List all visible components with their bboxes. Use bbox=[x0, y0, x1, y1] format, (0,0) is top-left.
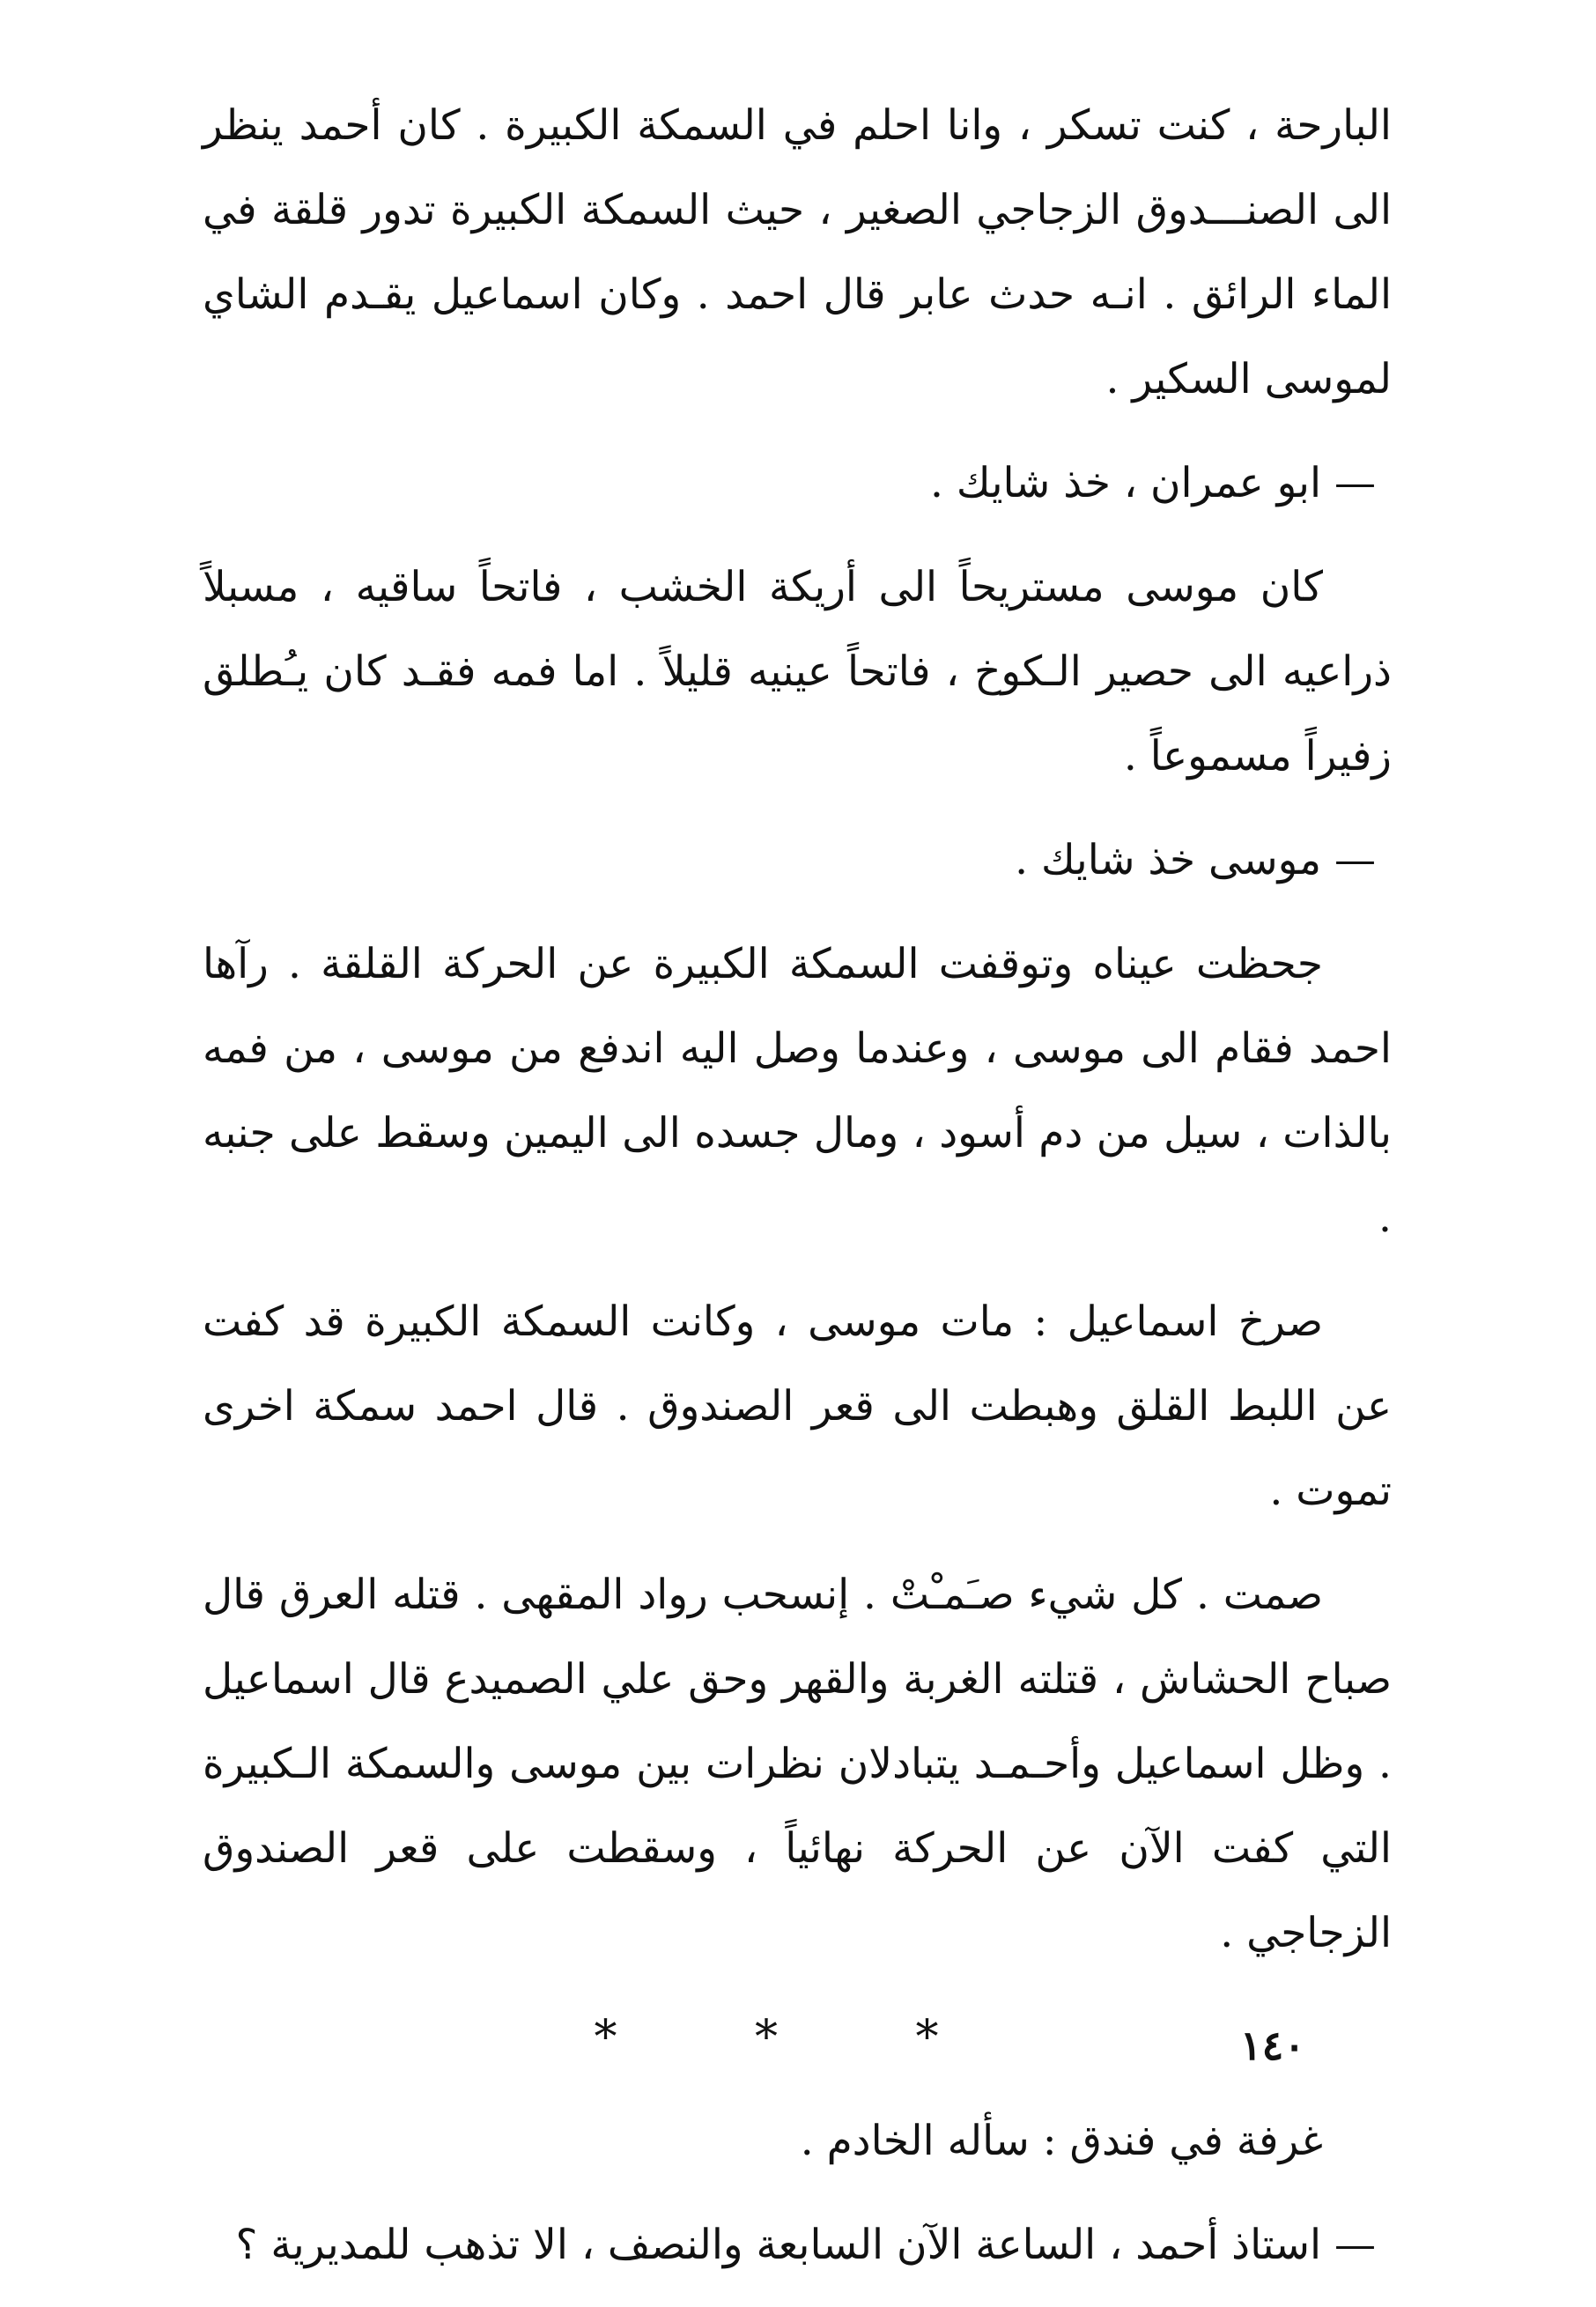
paragraph-4: صرخ اسماعيل : مات موسى ، وكانت السمكة الكبيرة قد كفت عن اللبط القلق وهبطت الى قعر الصندوق . قال احمد سمكة اخرى تموت . bbox=[203, 1298, 1392, 1515]
dialogue-line-2: — موسى خذ شايك . bbox=[1015, 836, 1376, 884]
page-body bbox=[203, 84, 1392, 2307]
paragraph-1: البارحة ، كنت تسكر ، وانا احلم في السمكة الكبيرة . كان أحمد ينظر الى الصنـــدوق الزجاجي الصغير ، حيث السمكة الكبيرة تدور قلقة في الماء الرائق . انـه حدث عابر قال احمد . وكان اسماعيل يقـدم الشاي لموسى السكير . bbox=[203, 101, 1392, 403]
page-number: ١٤٠ bbox=[1239, 2022, 1305, 2069]
section-break-ornament: * * * bbox=[594, 2011, 1001, 2064]
dialogue-line-3: — استاذ أحمد ، الساعة الآن السابعة والنصف ، الا تذهب للمديرية ؟ bbox=[235, 2221, 1376, 2269]
paragraph-2: كان موسى مستريحاً الى أريكة الخشب ، فاتحاً ساقيه ، مسبلاً ذراعيه الى حصير الـكوخ ، فاتحاً عينيه قليلاً . اما فمه فقـد كان يـُطلق زفيراً مسموعاً . bbox=[203, 563, 1392, 780]
paragraph-6: غرفة في فندق : سأله الخادم . bbox=[800, 2117, 1323, 2165]
paragraph-5: صمت . كل شيء صـَمـْتْ . إنسحب رواد المقهى . قتله العرق قال صباح الحشاش ، قتلته الغربة والقهر وحق علي الصميدع قال اسماعيل . وظل اسماعيل وأحـمـد يتبادلان نظرات بين موسى والسمكة الـكبيرة التي كفت الآن عن الحركة نهائياً ، وسقطت على قعر الصندوق الزجاجي . bbox=[203, 1571, 1392, 1957]
paragraph-3: جحظت عيناه وتوقفت السمكة الكبيرة عن الحركة القلقة . رآها احمد فقام الى موسى ، وعندما وصل اليه اندفع من موسى ، من فمه بالذات ، سيل من دم أسود ، ومال جسده الى اليمين وسقط على جنبه . bbox=[203, 940, 1392, 1242]
dialogue-line-1: — ابو عمران ، خذ شايك . bbox=[929, 459, 1376, 507]
